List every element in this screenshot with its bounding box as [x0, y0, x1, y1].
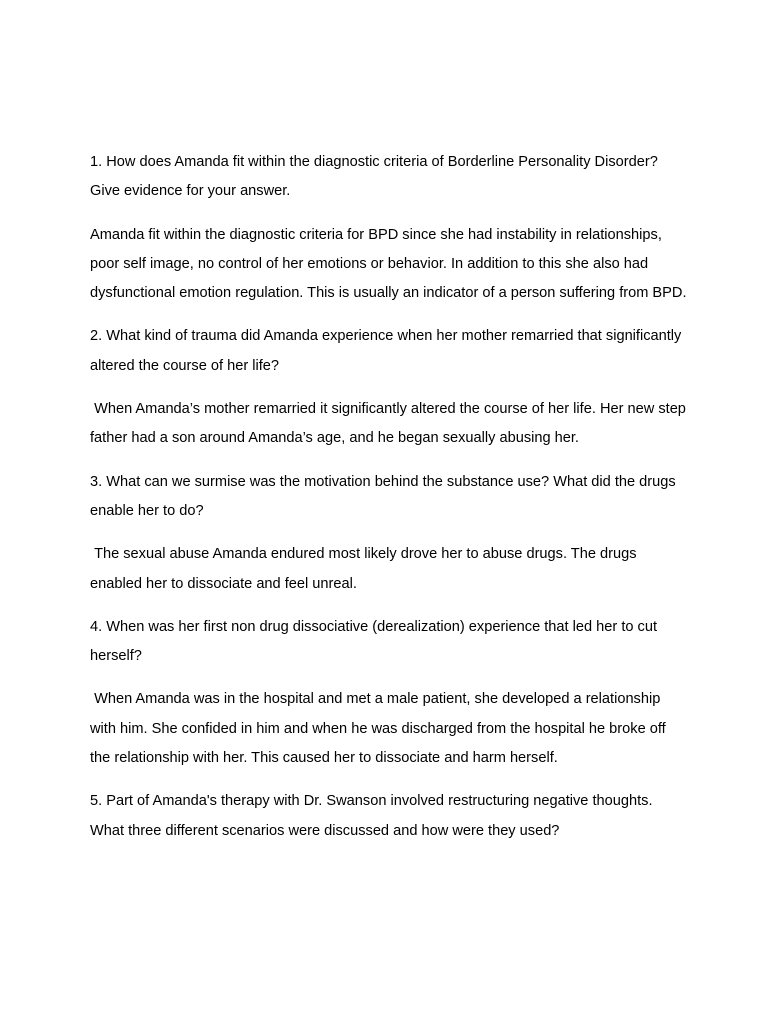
answer-2: When Amanda’s mother remarried it significantly altered the course of her life. Her new step father had a son around Amanda’s age, and he began sexually abusing her. [90, 401, 690, 447]
question-4: 4. When was her first non drug dissociative (derealization) experience that led her to cut herself? [90, 618, 662, 665]
question-3: 3. What can we surmise was the motivation behind the substance use? What did the drugs enable her to do? [90, 473, 680, 519]
question-2: 2. What kind of trauma did Amanda experience when her mother remarried that significantly altered the course of her life? [90, 328, 686, 374]
answer-4: When Amanda was in the hospital and met a male patient, she developed a relationship with him. She confided in him and when he was discharged from the hospital he broke off the relationship with her. This caused her to dissociate and harm herself. [90, 691, 670, 767]
answer-3: The sexual abuse Amanda endured most likely drove her to abuse drugs. The drugs enabled her to dissociate and feel unreal. [90, 546, 641, 592]
question-5: 5. Part of Amanda's therapy with Dr. Swanson involved restructuring negative thoughts. What three different scenarios were discussed and how were they used? [90, 793, 657, 839]
answer-1: Amanda fit within the diagnostic criteria for BPD since she had instability in relationships, poor self image, no control of her emotions or behavior. In addition to this she also had dysfunctional emotion regulation. This is usually an indicator of a person suffering from BPD. [90, 226, 687, 302]
question-1: 1. How does Amanda fit within the diagnostic criteria of Borderline Personality Disorder? Give evidence for your answer. [90, 154, 662, 200]
document-body [90, 148, 690, 860]
